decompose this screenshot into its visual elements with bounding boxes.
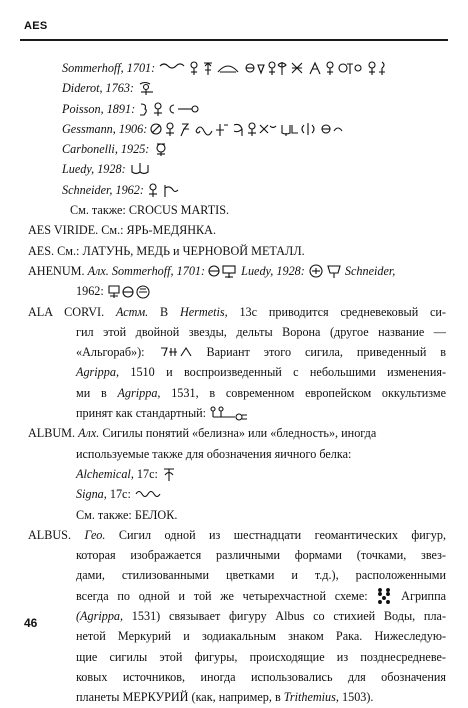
ahenum-term: AHENUM.	[28, 263, 85, 278]
ahenum-year: 1962:	[76, 284, 104, 299]
ala-corvi-text: В	[160, 304, 169, 319]
entry-aes: AES. См.: ЛАТУНЬ, МЕДЬ и ЧЕРНОВОЙ МЕТАЛЛ.	[28, 243, 305, 258]
dictionary-content	[28, 58, 446, 708]
albus-source: (Agrippa,	[76, 609, 124, 624]
albus-text: всегда по одной и той же четырехчастной схеме:	[76, 588, 368, 603]
albus-text: 1531) связывает фигуру Albus со стихией Воды, пла-	[131, 609, 446, 624]
carbonelli-sigil-icon	[152, 141, 170, 157]
ala-corvi-source: Agrippa,	[117, 385, 161, 400]
ala-corvi-source: Agrippa,	[76, 365, 119, 380]
ala-corvi-text: 1531, в современном европейском оккультизме	[171, 385, 446, 400]
sommerhoff-sigils-icon	[158, 60, 390, 76]
albus-line-4	[28, 586, 446, 606]
source-luedy: Luedy, 1928:	[62, 162, 126, 177]
albus-source: Trithemius,	[283, 690, 339, 705]
albus-text: Агриппа	[401, 588, 447, 603]
ala-corvi-line-5	[28, 383, 446, 403]
entry-poisson	[28, 99, 446, 119]
ahenum-continued	[28, 281, 446, 301]
ala-corvi-standard-sigil-icon	[209, 405, 249, 421]
entry-ala-corvi	[28, 302, 446, 322]
ala-corvi-text: принят как стандартный:	[76, 406, 207, 421]
ahenum-sommerhoff: Sommerhoff, 1701:	[111, 263, 206, 278]
entry-album	[28, 423, 446, 443]
luedy-sigil-icon	[129, 161, 153, 177]
album-see-also: См. также: БЕЛОК.	[76, 507, 178, 522]
ala-corvi-term: ALA CORVI.	[28, 304, 105, 319]
album-source-signa: Signa,	[76, 487, 107, 502]
album-year: 17с:	[109, 487, 131, 502]
ala-corvi-line-2: гил этой двойной звезды, дельты Ворона (другое название —	[76, 324, 446, 339]
ala-corvi-text: 13с приводится средневековый си-	[239, 304, 446, 319]
ahenum-luedy: Luedy, 1928:	[241, 263, 305, 278]
ala-corvi-line-3	[28, 342, 446, 362]
entry-carbonelli	[28, 139, 446, 159]
ala-corvi-abbr: Астм.	[115, 304, 149, 319]
ahenum-schneider: Schneider,	[344, 263, 396, 278]
header-rule	[20, 39, 448, 41]
schneider-sigils-icon	[147, 182, 181, 198]
source-schneider: Schneider, 1962:	[62, 182, 144, 197]
album-term: ALBUM.	[28, 426, 76, 441]
entry-ahenum	[28, 261, 446, 281]
poisson-sigils-icon	[138, 101, 200, 117]
source-carbonelli: Carbonelli, 1925:	[62, 142, 150, 157]
ala-corvi-text: 1510 и воспроизведенный с небольшими изменения-	[130, 365, 447, 380]
entry-diderot	[28, 78, 446, 98]
ala-corvi-text: «Альгораб»):	[76, 345, 145, 360]
entry-aes-viride: AES VIRIDE. См.: ЯРЬ-МЕДЯНКА.	[28, 223, 217, 238]
entry-luedy	[28, 159, 446, 179]
gessmann-sigils-icon	[150, 121, 346, 137]
albus-text: Сигил одной из шестнадцати геомантических фигур,	[118, 527, 446, 542]
albus-term: ALBUS.	[28, 527, 72, 542]
ala-corvi-source: Hermetis,	[179, 304, 228, 319]
albus-line-3: дами, стилизованными цветками и т.д.), расположенными	[76, 568, 446, 583]
ala-corvi-text: Вариант этого сигила, приведенный в	[206, 345, 447, 360]
source-diderot: Diderot, 1763:	[62, 81, 134, 96]
ala-corvi-line-4	[28, 362, 446, 382]
album-source-alchemical: Alchemical,	[76, 466, 134, 481]
album-signa-sigil-icon	[134, 486, 162, 502]
album-abbr: Алх.	[78, 426, 100, 441]
see-also-crocus: См. также: CROCUS MARTIS.	[70, 203, 230, 218]
ahenum-sommerhoff-sigils-icon	[208, 263, 238, 279]
entry-albus	[28, 525, 446, 545]
albus-text: 1503).	[342, 690, 374, 705]
header-label: AES	[24, 20, 48, 32]
geomantic-figure-icon	[376, 588, 392, 604]
source-poisson: Poisson, 1891:	[62, 101, 136, 116]
ala-corvi-text: ми в	[76, 385, 107, 400]
ahenum-schneider-sigils-icon	[107, 283, 151, 299]
album-line-2: используемые также для обозначения яичного белка:	[76, 446, 352, 461]
album-alchemical	[28, 464, 446, 484]
page-number: 46	[24, 616, 38, 630]
running-header	[0, 20, 468, 42]
diderot-sigil-icon	[137, 80, 161, 96]
entry-sommerhoff	[28, 58, 446, 78]
albus-line-7: щие сигилы этой фигуры, происходящие из позднесредневе-	[76, 649, 446, 664]
ala-corvi-line-6	[28, 403, 446, 423]
algorab-sigil-icon	[159, 344, 193, 360]
albus-line-8: ковых источников, иногда использовались для обозначения	[76, 669, 446, 684]
albus-line-2: которая изображается различными формами (точками, звез-	[76, 548, 446, 563]
ahenum-luedy-sigils-icon	[308, 263, 342, 279]
ahenum-abbr: Алх.	[87, 263, 109, 278]
entry-schneider	[28, 180, 446, 200]
source-gessmann: Gessmann, 1906:	[62, 121, 148, 136]
albus-line-9	[28, 687, 446, 707]
source-sommerhoff: Sommerhoff, 1701:	[62, 61, 156, 75]
albus-abbr: Гео.	[84, 527, 106, 542]
album-alchemical-sigil-icon	[161, 466, 177, 482]
albus-text: планеты МЕРКУРИЙ (как, например, в	[76, 690, 281, 705]
album-year: 17с:	[136, 466, 158, 481]
album-text: Сигилы понятий «белизна» или «бледность», иногда	[102, 426, 377, 441]
album-signa	[28, 484, 446, 504]
albus-line-6: нетой Меркурий и зодиакальным знаком Рака. Нижеследую-	[76, 629, 446, 644]
entry-gessmann	[28, 119, 446, 139]
albus-line-5	[28, 606, 446, 626]
